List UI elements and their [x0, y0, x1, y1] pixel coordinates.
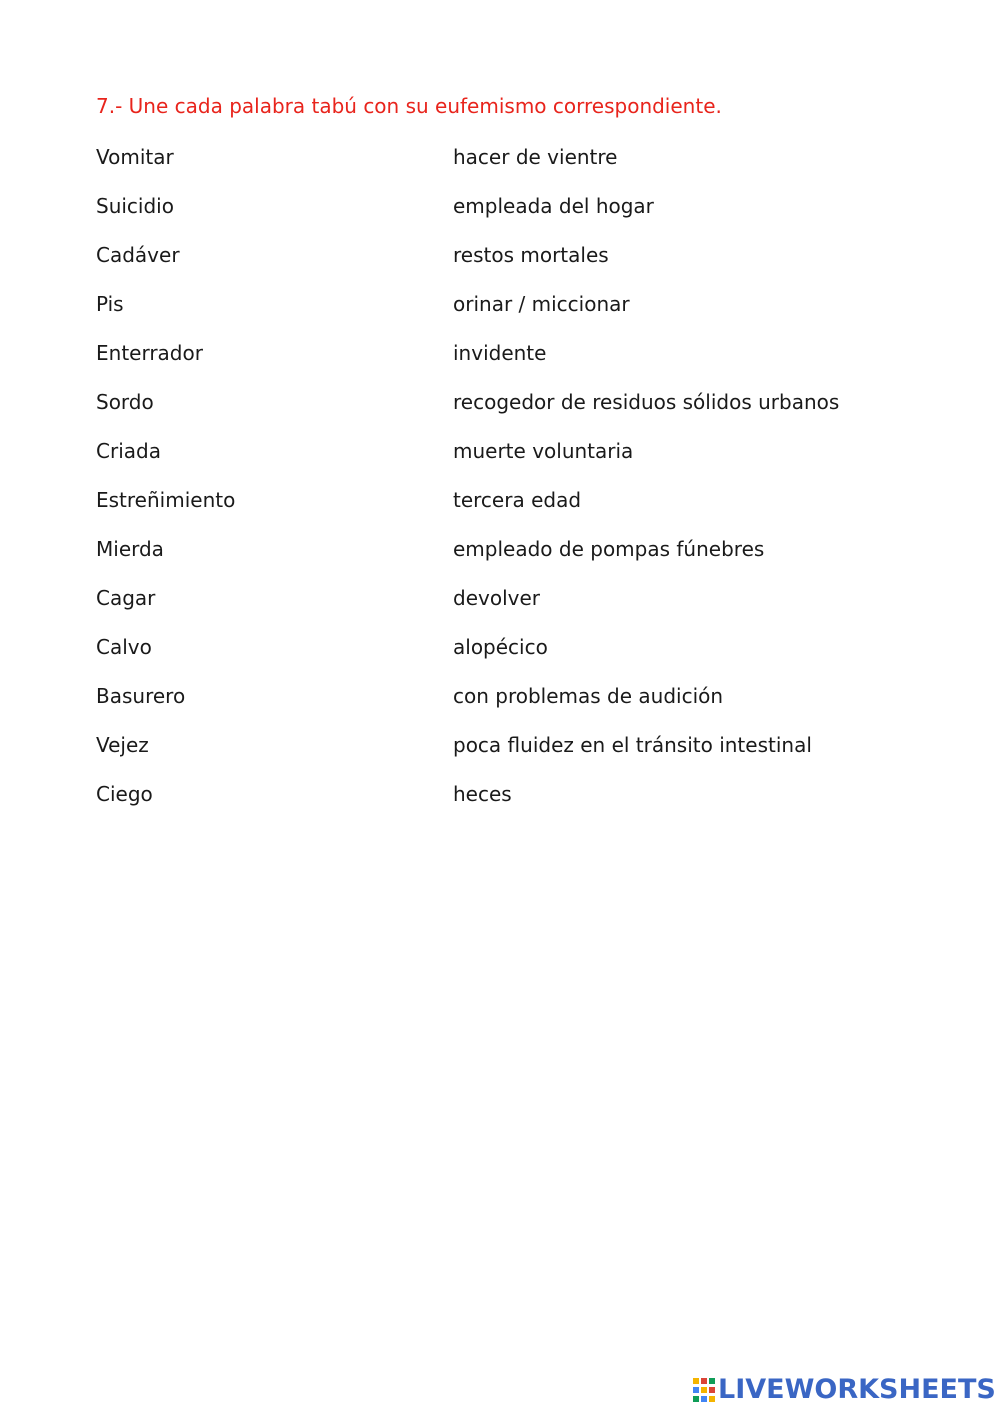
list-item	[96, 192, 956, 241]
list-item	[96, 486, 956, 535]
list-item	[96, 584, 956, 633]
euphemism: restos mortales	[453, 243, 609, 267]
taboo-word: Suicidio	[96, 194, 174, 218]
list-item	[96, 633, 956, 682]
euphemism: alopécico	[453, 635, 548, 659]
list-item	[96, 339, 956, 388]
exercise-instruction: 7.- Une cada palabra tabú con su eufemismo correspondiente.	[96, 94, 722, 118]
taboo-word: Ciego	[96, 782, 153, 806]
list-item	[96, 731, 956, 780]
euphemism: muerte voluntaria	[453, 439, 634, 463]
euphemism: con problemas de audición	[453, 684, 724, 708]
euphemism: invidente	[453, 341, 547, 365]
taboo-word: Mierda	[96, 537, 164, 561]
taboo-word: Calvo	[96, 635, 152, 659]
taboo-word: Basurero	[96, 684, 186, 708]
taboo-word: Sordo	[96, 390, 154, 414]
list-item	[96, 388, 956, 437]
liveworksheets-brand	[693, 1376, 996, 1404]
euphemism: tercera edad	[453, 488, 582, 512]
list-item	[96, 143, 956, 192]
euphemism: recogedor de residuos sólidos urbanos	[453, 390, 840, 414]
taboo-word: Cagar	[96, 586, 156, 610]
euphemism: devolver	[453, 586, 540, 610]
matching-list	[96, 143, 956, 829]
brand-name: LIVEWORKSHEETS	[718, 1374, 996, 1405]
taboo-word: Pis	[96, 292, 124, 316]
list-item	[96, 437, 956, 486]
list-item	[96, 241, 956, 290]
euphemism: poca fluidez en el tránsito intestinal	[453, 733, 812, 757]
taboo-word: Vejez	[96, 733, 149, 757]
euphemism: hacer de vientre	[453, 145, 618, 169]
list-item	[96, 535, 956, 584]
euphemism: orinar / miccionar	[453, 292, 630, 316]
taboo-word: Criada	[96, 439, 161, 463]
list-item	[96, 780, 956, 829]
euphemism: empleado de pompas fúnebres	[453, 537, 765, 561]
list-item	[96, 682, 956, 731]
taboo-word: Cadáver	[96, 243, 180, 267]
euphemism: empleada del hogar	[453, 194, 654, 218]
liveworksheets-logo-icon	[693, 1378, 715, 1402]
euphemism: heces	[453, 782, 512, 806]
list-item	[96, 290, 956, 339]
taboo-word: Estreñimiento	[96, 488, 236, 512]
taboo-word: Vomitar	[96, 145, 174, 169]
taboo-word: Enterrador	[96, 341, 203, 365]
